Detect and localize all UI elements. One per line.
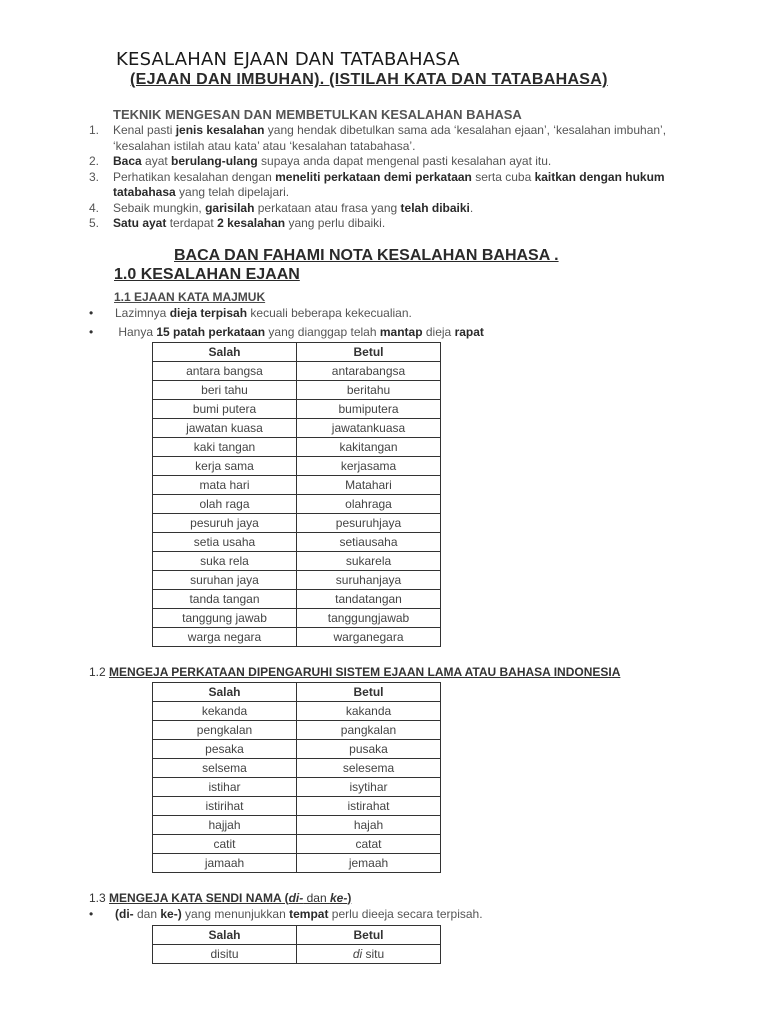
header-salah: Salah (153, 926, 297, 945)
text: perlu dieeja secara terpisah. (328, 907, 483, 921)
section-1-3-title-dan: dan (303, 891, 330, 905)
text: terdapat (166, 216, 218, 230)
cell-betul: setiausaha (297, 533, 441, 552)
table-row (153, 381, 441, 400)
cell-betul: bumiputera (297, 400, 441, 419)
table-row (153, 628, 441, 647)
cell-betul: warganegara (297, 628, 441, 647)
table-header-row (153, 926, 441, 945)
cell-betul: pangkalan (297, 721, 441, 740)
section-1-2-title: MENGEJA PERKATAAN DIPENGARUHI SISTEM EJAAN LAMA ATAU BAHASA INDONESIA (109, 665, 621, 679)
text: Lazimnya (115, 306, 170, 320)
kata-sendi-table (152, 925, 441, 964)
cell-betul: suruhanjaya (297, 571, 441, 590)
cell-betul: Matahari (297, 476, 441, 495)
text: dieja (422, 325, 455, 339)
section-1-0-heading: 1.0 KESALAHAN EJAAN (114, 266, 300, 283)
bold-text: Baca (113, 154, 142, 168)
cell-betul: kakanda (297, 702, 441, 721)
section-1-3-title-ke: ke- (329, 891, 348, 905)
cell-salah: beri tahu (153, 381, 297, 400)
text: yang telah dipelajari. (175, 185, 290, 199)
cell-betul: beritahu (297, 381, 441, 400)
table-row (153, 552, 441, 571)
cell-salah: suka rela (153, 552, 297, 571)
cell-salah: pengkalan (153, 721, 297, 740)
bullet-item (89, 306, 412, 320)
cell-salah: hajjah (153, 816, 297, 835)
document-title: KESALAHAN EJAAN DAN TATABAHASA (116, 49, 460, 70)
cell-salah: warga negara (153, 628, 297, 647)
cell-rest: situ (362, 947, 385, 961)
step-number: 1. (89, 123, 100, 137)
cell-betul: jemaah (297, 854, 441, 873)
teknik-steps-list (89, 123, 689, 232)
cell-salah: suruhan jaya (153, 571, 297, 590)
cell-salah: tanggung jawab (153, 609, 297, 628)
bold-text: tempat (289, 907, 329, 921)
table-row (153, 438, 441, 457)
cell-salah: antara bangsa (153, 362, 297, 381)
cell-betul: tanggungjawab (297, 609, 441, 628)
table-row (153, 419, 441, 438)
cell-salah: kaki tangan (153, 438, 297, 457)
step-number: 3. (89, 169, 100, 184)
table-row (153, 835, 441, 854)
section-1-1-heading: 1.1 EJAAN KATA MAJMUK (114, 290, 266, 304)
italic-di: di (352, 947, 363, 961)
table-row (153, 702, 441, 721)
text: Sebaik mungkin, (113, 200, 206, 215)
header-salah: Salah (153, 683, 297, 702)
table-row (153, 400, 441, 419)
bold-text: 2 kesalahan (217, 216, 286, 230)
step-text (113, 154, 689, 170)
bullet-dot: • (89, 907, 94, 921)
text: dan (133, 907, 161, 921)
text: Kenal pasti (113, 123, 176, 137)
table-row (153, 457, 441, 476)
text: serta cuba (471, 169, 535, 184)
bold-text: (di- (115, 907, 134, 921)
cell-salah: kekanda (153, 702, 297, 721)
bold-text: berulang-ulang (171, 154, 258, 168)
text: Perhatikan kesalahan dengan (113, 169, 276, 184)
bold-text: meneliti perkataan demi perkataan (275, 169, 472, 184)
step-number: 4. (89, 200, 100, 215)
cell-betul: selesema (297, 759, 441, 778)
header-betul: Betul (297, 343, 441, 362)
step-number: 2. (89, 154, 100, 168)
cell-betul: kakitangan (297, 438, 441, 457)
cell-salah: olah raga (153, 495, 297, 514)
table-row (153, 816, 441, 835)
teknik-step (89, 201, 689, 217)
teknik-step (89, 216, 689, 232)
step-text (113, 170, 689, 201)
cell-betul: isytihar (297, 778, 441, 797)
text: Hanya (115, 325, 157, 339)
cell-salah: jawatan kuasa (153, 419, 297, 438)
table-row (153, 571, 441, 590)
kata-majmuk-table (152, 342, 441, 647)
baca-heading: BACA DAN FAHAMI NOTA KESALAHAN BAHASA . (174, 247, 559, 264)
document-subtitle: (EJAAN DAN IMBUHAN). (ISTILAH KATA DAN TATABAHASA) (130, 71, 608, 88)
cell-betul: pesuruhjaya (297, 514, 441, 533)
cell-salah: istirihat (153, 797, 297, 816)
bold-text: rapat (454, 325, 484, 339)
cell-salah: pesaka (153, 740, 297, 759)
cell-betul: olahraga (297, 495, 441, 514)
section-1-3-number: 1.3 (89, 891, 106, 905)
teknik-step (89, 154, 689, 170)
bullet-item (89, 325, 484, 339)
table-row (153, 721, 441, 740)
step-text (113, 216, 689, 232)
cell-salah: pesuruh jaya (153, 514, 297, 533)
text: ayat (141, 154, 172, 168)
table-row (153, 759, 441, 778)
cell-betul: istirahat (297, 797, 441, 816)
cell-salah: istihar (153, 778, 297, 797)
bold-text: garisilah (205, 200, 255, 215)
step-text (113, 123, 689, 154)
table-row (153, 476, 441, 495)
section-1-3-heading (89, 891, 351, 905)
cell-betul: catat (297, 835, 441, 854)
ejaan-lama-table (152, 682, 441, 873)
text: yang dianggap telah (265, 325, 380, 339)
cell-salah: setia usaha (153, 533, 297, 552)
table-row (153, 854, 441, 873)
bold-text: mantap (379, 325, 423, 339)
bold-text: jenis kesalahan (175, 123, 265, 137)
cell-salah: bumi putera (153, 400, 297, 419)
table-row (153, 590, 441, 609)
text: supaya anda dapat mengenal pasti kesalahan ayat itu. (257, 154, 552, 168)
table-row (153, 778, 441, 797)
table-row (153, 533, 441, 552)
bullet-dot: • (89, 325, 94, 339)
teknik-step (89, 123, 689, 154)
header-betul: Betul (297, 926, 441, 945)
cell-salah: disitu (153, 945, 297, 964)
table-row (153, 495, 441, 514)
cell-salah: tanda tangan (153, 590, 297, 609)
bold-text: ke-) (160, 907, 182, 921)
section-1-3-title-close: ) (347, 891, 352, 905)
cell-betul: tandatangan (297, 590, 441, 609)
bold-text: telah dibaiki (400, 200, 470, 215)
cell-betul: pusaka (297, 740, 441, 759)
table-row (153, 740, 441, 759)
teknik-step (89, 170, 689, 201)
table-row (153, 609, 441, 628)
header-betul: Betul (297, 683, 441, 702)
step-text (113, 201, 689, 217)
cell-salah: kerja sama (153, 457, 297, 476)
bullet-dot: • (89, 306, 94, 320)
cell-salah: jamaah (153, 854, 297, 873)
text: . (469, 200, 474, 215)
text: yang menunjukkan (181, 907, 290, 921)
bullet-item (89, 907, 483, 921)
table-row (153, 514, 441, 533)
section-1-3-title (109, 891, 351, 905)
text: perkataan atau frasa yang (254, 200, 401, 215)
bold-text: kaitkan dengan hukum tatabahasa (113, 169, 665, 199)
section-1-3-title-di: di- (288, 891, 304, 905)
table-header-row (153, 683, 441, 702)
cell-salah: selsema (153, 759, 297, 778)
section-1-2-heading (89, 665, 620, 679)
table-row (153, 362, 441, 381)
bold-text: dieja terpisah (169, 306, 248, 320)
table-row (153, 945, 441, 964)
text: yang perlu dibaiki. (285, 216, 386, 230)
teknik-heading: TEKNIK MENGESAN DAN MEMBETULKAN KESALAHAN BAHASA (113, 107, 522, 122)
table-header-row (153, 343, 441, 362)
step-number: 5. (89, 216, 100, 230)
bold-text: Satu ayat (113, 216, 167, 230)
cell-salah: catit (153, 835, 297, 854)
table-row (153, 797, 441, 816)
cell-betul: kerjasama (297, 457, 441, 476)
cell-betul: hajah (297, 816, 441, 835)
section-1-2-number: 1.2 (89, 665, 106, 679)
text: kecuali beberapa kekecualian. (247, 306, 412, 320)
cell-betul: sukarela (297, 552, 441, 571)
text: yang hendak dibetulkan sama ada ‘kesalahan ejaan’, ‘kesalahan imbuhan’, ‘kesalahan istilah atau kata’ atau ‘kesalahan tatabahasa’. (113, 123, 667, 153)
header-salah: Salah (153, 343, 297, 362)
cell-betul: jawatankuasa (297, 419, 441, 438)
cell-betul (297, 945, 441, 964)
cell-salah: mata hari (153, 476, 297, 495)
bold-text: 15 patah perkataan (156, 325, 266, 339)
section-1-3-title-a: MENGEJA KATA SENDI NAMA ( (109, 891, 289, 905)
cell-betul: antarabangsa (297, 362, 441, 381)
